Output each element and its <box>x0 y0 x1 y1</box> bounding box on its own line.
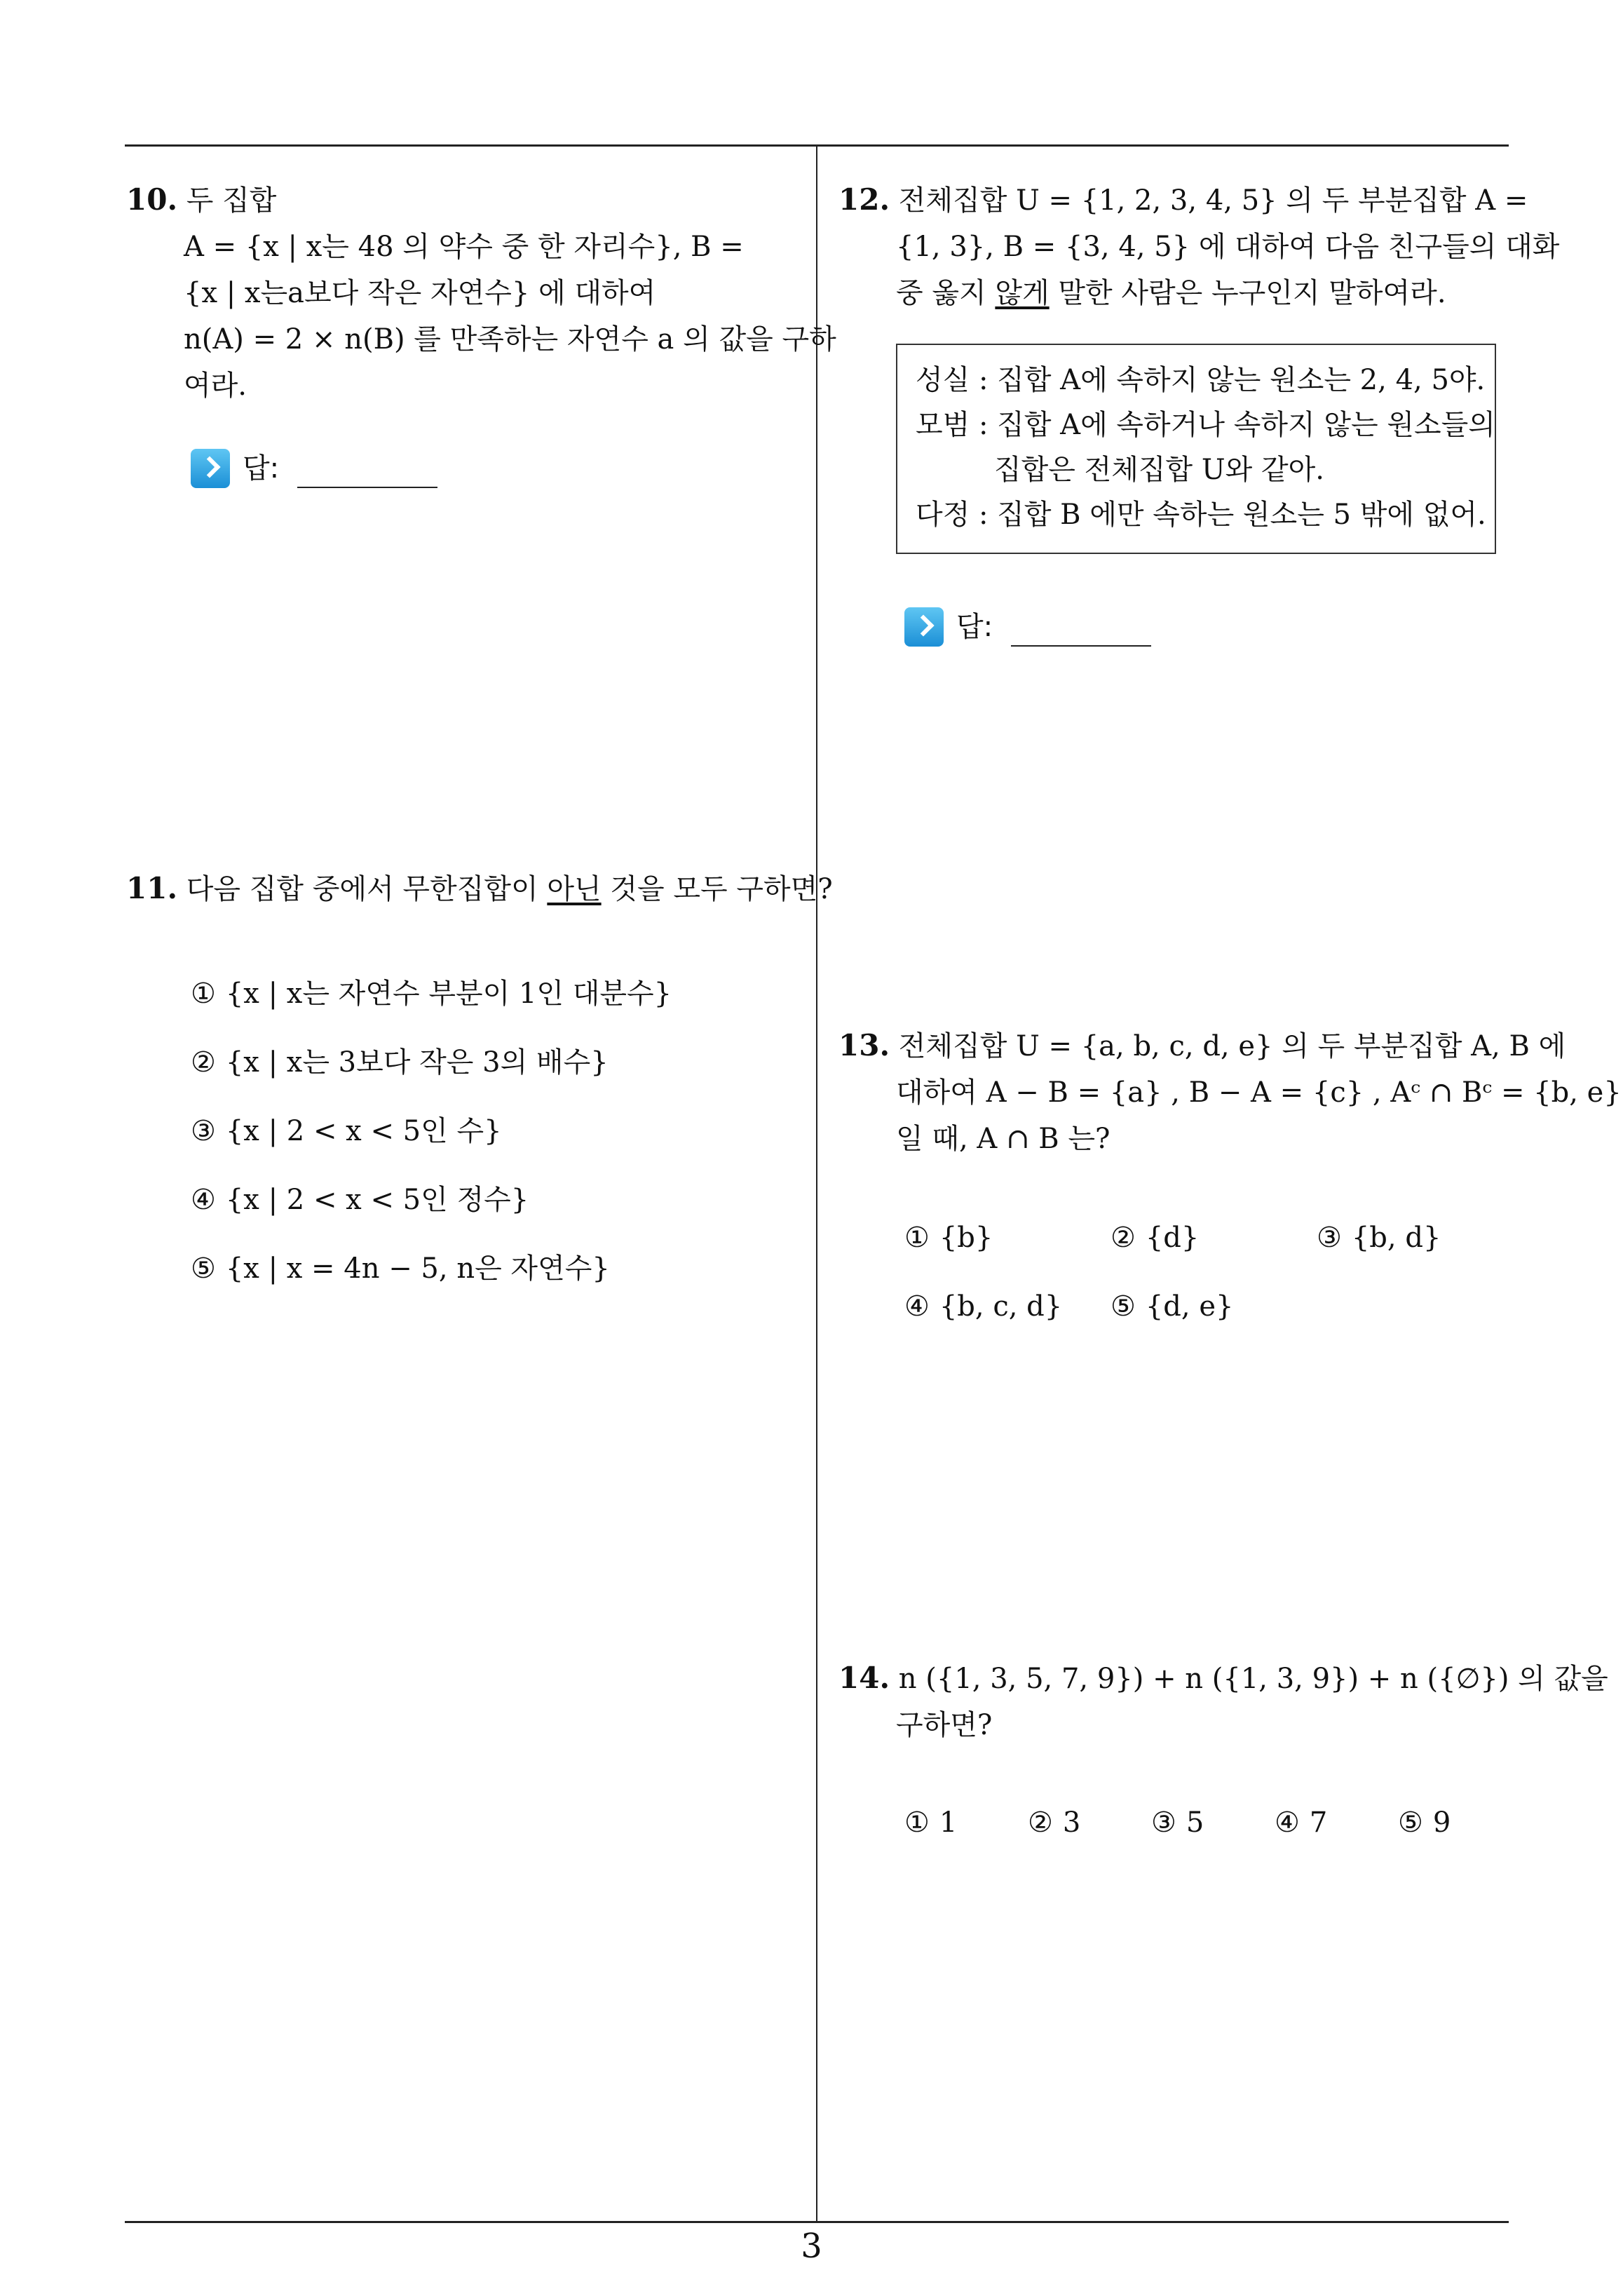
option-3[interactable] <box>1151 1799 1204 1846</box>
option-4[interactable] <box>904 1283 1062 1330</box>
option-mark: ② <box>1111 1222 1136 1254</box>
question-11 <box>126 865 833 912</box>
underlined-word: 않게 <box>995 277 1050 309</box>
option-1[interactable] <box>191 971 672 1017</box>
question-number: 14. <box>838 1661 890 1695</box>
question-text: 다음 집합 중에서 무한집합이 <box>186 873 548 905</box>
dialogue-box <box>896 344 1496 554</box>
option-4[interactable] <box>191 1177 529 1223</box>
page-number: 3 <box>801 2227 822 2266</box>
option-mark: ① <box>904 1222 930 1254</box>
question-text: 구하면? <box>896 1709 993 1741</box>
question-14 <box>838 1655 1608 1748</box>
option-text: {x | x = 4n − 5, n은 자연수} <box>225 1252 610 1285</box>
option-5[interactable] <box>1111 1283 1233 1330</box>
option-mark: ① <box>191 978 216 1010</box>
dialogue-line: 성실 : 집합 A에 속하지 않는 원소는 2, 4, 5야. <box>916 364 1486 396</box>
chevron-right-icon <box>191 449 230 488</box>
answer-blank[interactable] <box>297 459 437 488</box>
answer-field[interactable] <box>904 607 1151 647</box>
question-text: 두 집합 <box>186 184 277 217</box>
option-text: 5 <box>1186 1807 1204 1839</box>
answer-label: 답: <box>956 611 993 643</box>
dialogue-line: 다정 : 집합 B 에만 속하는 원소는 5 밖에 없어. <box>916 499 1486 531</box>
question-number: 11. <box>126 871 178 905</box>
underlined-word: 아닌 <box>547 873 602 905</box>
question-text: n(A) = 2 × n(B) 를 만족하는 자연수 a 의 값을 구하 <box>184 323 836 356</box>
question-text: {x | x는a보다 작은 자연수} 에 대하여 <box>184 277 656 309</box>
option-mark: ④ <box>191 1184 216 1216</box>
question-text: 여라. <box>184 370 247 402</box>
option-text: {b, d} <box>1351 1222 1441 1254</box>
question-text: {1, 3}, B = {3, 4, 5} 에 대하여 다음 친구들의 대화 <box>896 231 1560 263</box>
option-text: {x | 2 < x < 5인 수} <box>225 1115 502 1147</box>
option-text: {b} <box>939 1222 993 1254</box>
option-text: {x | x는 3보다 작은 3의 배수} <box>225 1046 609 1079</box>
option-text: {x | x는 자연수 부분이 1인 대분수} <box>225 978 672 1010</box>
option-1[interactable] <box>904 1799 957 1846</box>
option-4[interactable] <box>1275 1799 1327 1846</box>
dialogue-line: 모범 : 집합 A에 속하거나 속하지 않는 원소들의 <box>916 409 1495 441</box>
question-text: A = {x | x는 48 의 약수 중 한 자리수}, B = <box>184 231 744 263</box>
option-text: 7 <box>1309 1807 1328 1839</box>
option-5[interactable] <box>191 1245 610 1292</box>
option-mark: ① <box>904 1807 930 1839</box>
question-text: 전체집합 U = {1, 2, 3, 4, 5} 의 두 부분집합 A = <box>898 184 1528 217</box>
option-text: 1 <box>939 1807 958 1839</box>
question-text: 일 때, A ∩ B 는? <box>896 1123 1111 1155</box>
option-mark: ③ <box>191 1115 216 1147</box>
option-mark: ② <box>1028 1807 1053 1839</box>
question-text: 대하여 A − B = {a} , B − A = {c} , Aᶜ ∩ Bᶜ = {b, e} <box>896 1076 1622 1109</box>
option-text: 3 <box>1062 1807 1081 1839</box>
option-1[interactable] <box>904 1215 993 1261</box>
option-text: {d, e} <box>1145 1290 1234 1323</box>
option-mark: ④ <box>904 1290 930 1323</box>
question-number: 12. <box>838 182 890 217</box>
option-5[interactable] <box>1398 1799 1451 1846</box>
answer-field[interactable] <box>191 449 437 488</box>
option-mark: ③ <box>1151 1807 1176 1839</box>
question-13 <box>838 1022 1622 1162</box>
option-mark: ③ <box>1317 1222 1342 1254</box>
question-text: 말한 사람은 누구인지 말하여라. <box>1049 277 1446 309</box>
question-text: n ({1, 3, 5, 7, 9}) + n ({1, 3, 9}) + n ({∅}) 의 값을 <box>898 1663 1608 1695</box>
option-2[interactable] <box>1028 1799 1080 1846</box>
question-number: 10. <box>126 182 178 217</box>
option-mark: ⑤ <box>191 1252 216 1285</box>
dialogue-line: 집합은 전체집합 U와 같아. <box>994 454 1324 486</box>
answer-blank[interactable] <box>1011 617 1151 647</box>
question-text: 중 옳지 <box>896 277 996 309</box>
option-mark: ④ <box>1275 1807 1300 1839</box>
question-text: 전체집합 U = {a, b, c, d, e} 의 두 부분집합 A, B 에 <box>898 1030 1566 1062</box>
option-text: {d} <box>1145 1222 1200 1254</box>
option-3[interactable] <box>1317 1215 1441 1261</box>
option-text: 9 <box>1432 1807 1451 1839</box>
answer-label: 답: <box>243 452 280 485</box>
question-12 <box>838 177 1560 316</box>
option-2[interactable] <box>1111 1215 1199 1261</box>
option-mark: ⑤ <box>1398 1807 1423 1839</box>
option-text: {x | 2 < x < 5인 정수} <box>225 1184 529 1216</box>
column-divider <box>816 144 817 2222</box>
question-number: 13. <box>838 1028 890 1062</box>
option-2[interactable] <box>191 1039 609 1086</box>
chevron-right-icon <box>904 607 944 647</box>
option-mark: ⑤ <box>1111 1290 1136 1323</box>
question-text: 것을 모두 구하면? <box>601 873 833 905</box>
option-text: {b, c, d} <box>939 1290 1063 1323</box>
option-mark: ② <box>191 1046 216 1079</box>
option-3[interactable] <box>191 1108 502 1154</box>
question-10 <box>126 177 836 409</box>
